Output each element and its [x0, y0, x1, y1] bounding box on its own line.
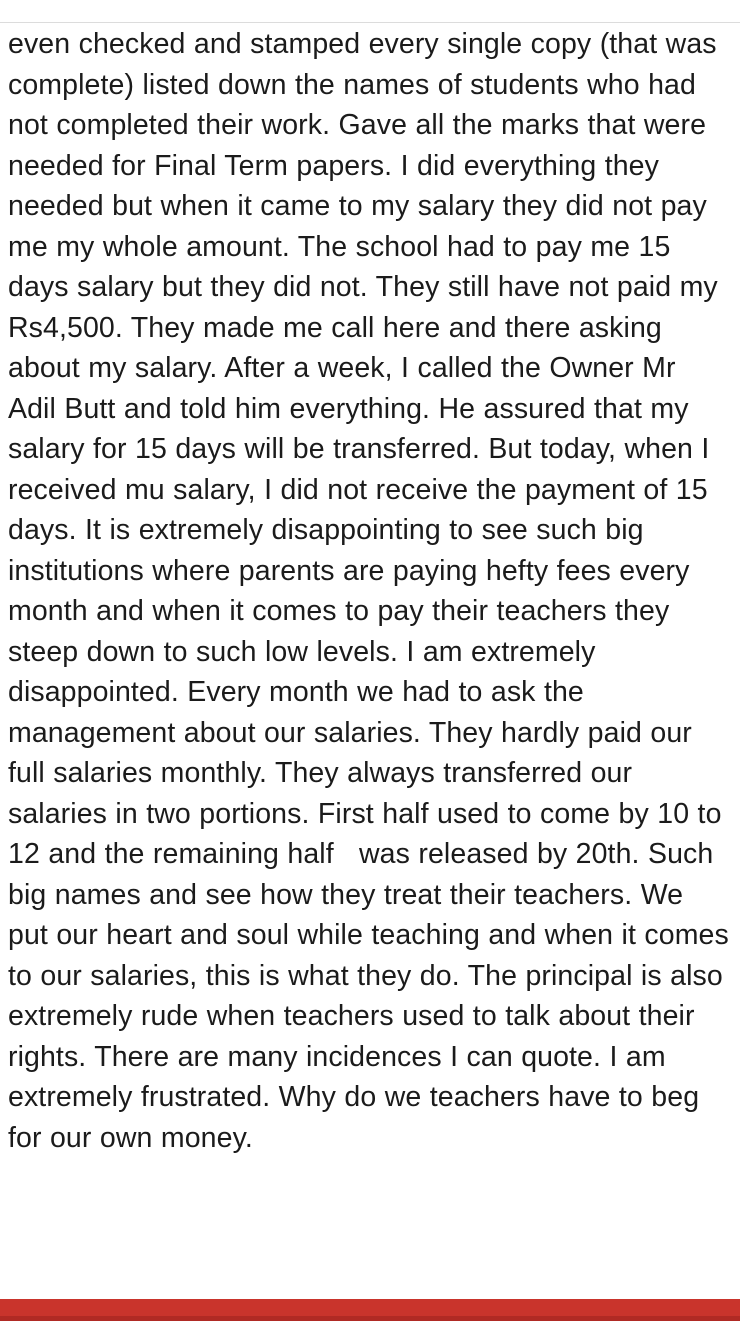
bottom-accent-bar-shadow: [0, 1316, 740, 1321]
top-divider: [0, 0, 740, 23]
top-notch: [702, 0, 718, 8]
document-body-text: even checked and stamped every single copy (that was complete) listed down the names of students who had not completed their work. Gave all the marks that were needed for Final Term papers. I did everything they needed but when it came to my salary they did not pay me my whole amount. The school had to pay me 15 days salary but they did not. They still have not paid my Rs4,500. They made me call here and there asking about my salary. After a week, I called the Owner Mr Adil Butt and told him everything. He assured that my salary for 15 days will be transferred. But today, when I received mu salary, I did not receive the payment of 15 days. It is extremely disappointing to see such big institutions where parents are paying hefty fees every month and when it comes to pay their teachers they steep down to such low levels. I am extremely disappointed. Every month we had to ask the management about our salaries. They hardly paid our full salaries monthly. They always transferred our salaries in two portions. First half used to come by 10 to 12 and the remaining half was released by 20th. Such big names and see how they treat their teachers. We put our heart and soul while teaching and when it comes to our salaries, this is what they do. The principal is also extremely rude when teachers used to talk about their rights. There are many incidences I can quote. I am extremely frustrated. Why do we teachers have to beg for our own money.: [8, 28, 738, 1154]
bottom-accent-bar: [0, 1299, 740, 1321]
